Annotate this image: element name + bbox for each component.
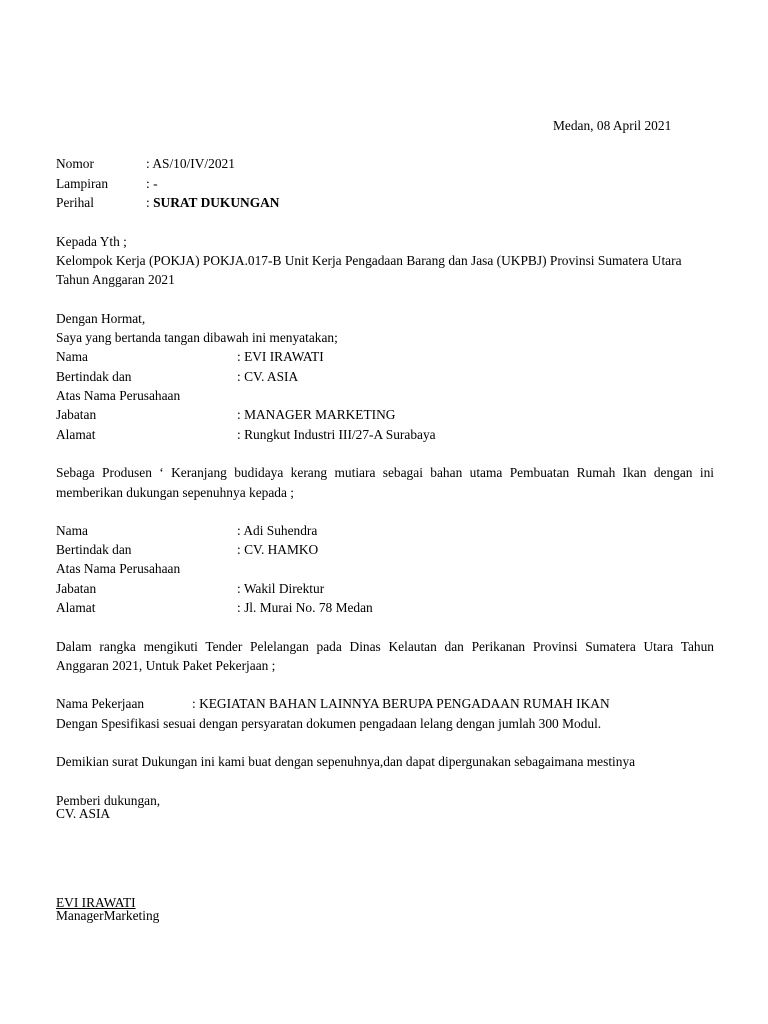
job-spec: Dengan Spesifikasi sesuai dengan persyaratan dokumen pengadaan lelang dengan jumlah 300 Modul. <box>56 716 602 731</box>
job-label: Nama Pekerjaan <box>56 696 145 711</box>
supported-atas-nama-label: Atas Nama Perusahaan <box>56 561 181 576</box>
signer-atas-nama-label: Atas Nama Perusahaan <box>56 388 181 403</box>
signature-title: ManagerMarketing <box>56 908 160 923</box>
signature-giver: Pemberi dukungan, <box>56 793 161 808</box>
perihal-label: Perihal <box>56 195 94 210</box>
recipient-greeting: Kepada Yth ; <box>56 234 127 249</box>
signer-bertindak-value: : CV. ASIA <box>237 369 299 384</box>
supported-nama-value: : Adi Suhendra <box>237 523 318 538</box>
signature-company: CV. ASIA <box>56 806 111 821</box>
lampiran-label: Lampiran <box>56 176 109 191</box>
perihal-line <box>146 195 279 211</box>
signature-name: EVI IRAWATI <box>56 895 136 910</box>
supported-jabatan-value: : Wakil Direktur <box>237 581 325 596</box>
signer-alamat-value: : Rungkut Industri III/27-A Surabaya <box>237 427 436 442</box>
signer-jabatan-label: Jabatan <box>56 407 97 422</box>
recipient-line-2: Tahun Anggaran 2021 <box>56 272 175 287</box>
perihal-colon: : <box>146 195 150 210</box>
supported-jabatan-label: Jabatan <box>56 581 97 596</box>
supported-bertindak-label: Bertindak dan <box>56 542 132 557</box>
signer-bertindak-label: Bertindak dan <box>56 369 132 384</box>
place-date: Medan, 08 April 2021 <box>553 118 672 133</box>
recipient-line-1: Kelompok Kerja (POKJA) POKJA.017-B Unit Kerja Pengadaan Barang dan Jasa (UKPBJ) Provinsi Sumatera Utara <box>56 253 682 268</box>
signer-alamat-label: Alamat <box>56 427 96 442</box>
support-paragraph-line-1: Sebaga Produsen ‘ Keranjang budidaya kerang mutiara sebagai bahan utama Pembuatan Rumah Ikan dengan ini <box>56 465 714 480</box>
support-paragraph-line-2: memberikan dukungan sepenuhnya kepada ; <box>56 485 294 500</box>
lampiran-value: : - <box>146 176 158 191</box>
supported-nama-label: Nama <box>56 523 88 538</box>
supported-alamat-label: Alamat <box>56 600 96 615</box>
nomor-value: : AS/10/IV/2021 <box>146 156 235 171</box>
closing-statement: Demikian surat Dukungan ini kami buat dengan sepenuhnya,dan dapat dipergunakan sebagaimana mestinya <box>56 754 636 769</box>
tender-paragraph-line-2: Anggaran 2021, Untuk Paket Pekerjaan ; <box>56 658 276 673</box>
job-value: : KEGIATAN BAHAN LAINNYA BERUPA PENGADAAN RUMAH IKAN <box>192 696 610 711</box>
signer-nama-value: : EVI IRAWATI <box>237 349 324 364</box>
salutation: Dengan Hormat, <box>56 311 146 326</box>
perihal-value: SURAT DUKUNGAN <box>153 195 280 210</box>
nomor-label: Nomor <box>56 156 94 171</box>
statement: Saya yang bertanda tangan dibawah ini menyatakan; <box>56 330 338 345</box>
signer-nama-label: Nama <box>56 349 88 364</box>
signer-jabatan-value: : MANAGER MARKETING <box>237 407 396 422</box>
supported-bertindak-value: : CV. HAMKO <box>237 542 319 557</box>
tender-paragraph-line-1: Dalam rangka mengikuti Tender Pelelangan pada Dinas Kelautan dan Perikanan Provinsi Sumatera Utara Tahun <box>56 639 714 654</box>
supported-alamat-value: : Jl. Murai No. 78 Medan <box>237 600 373 615</box>
